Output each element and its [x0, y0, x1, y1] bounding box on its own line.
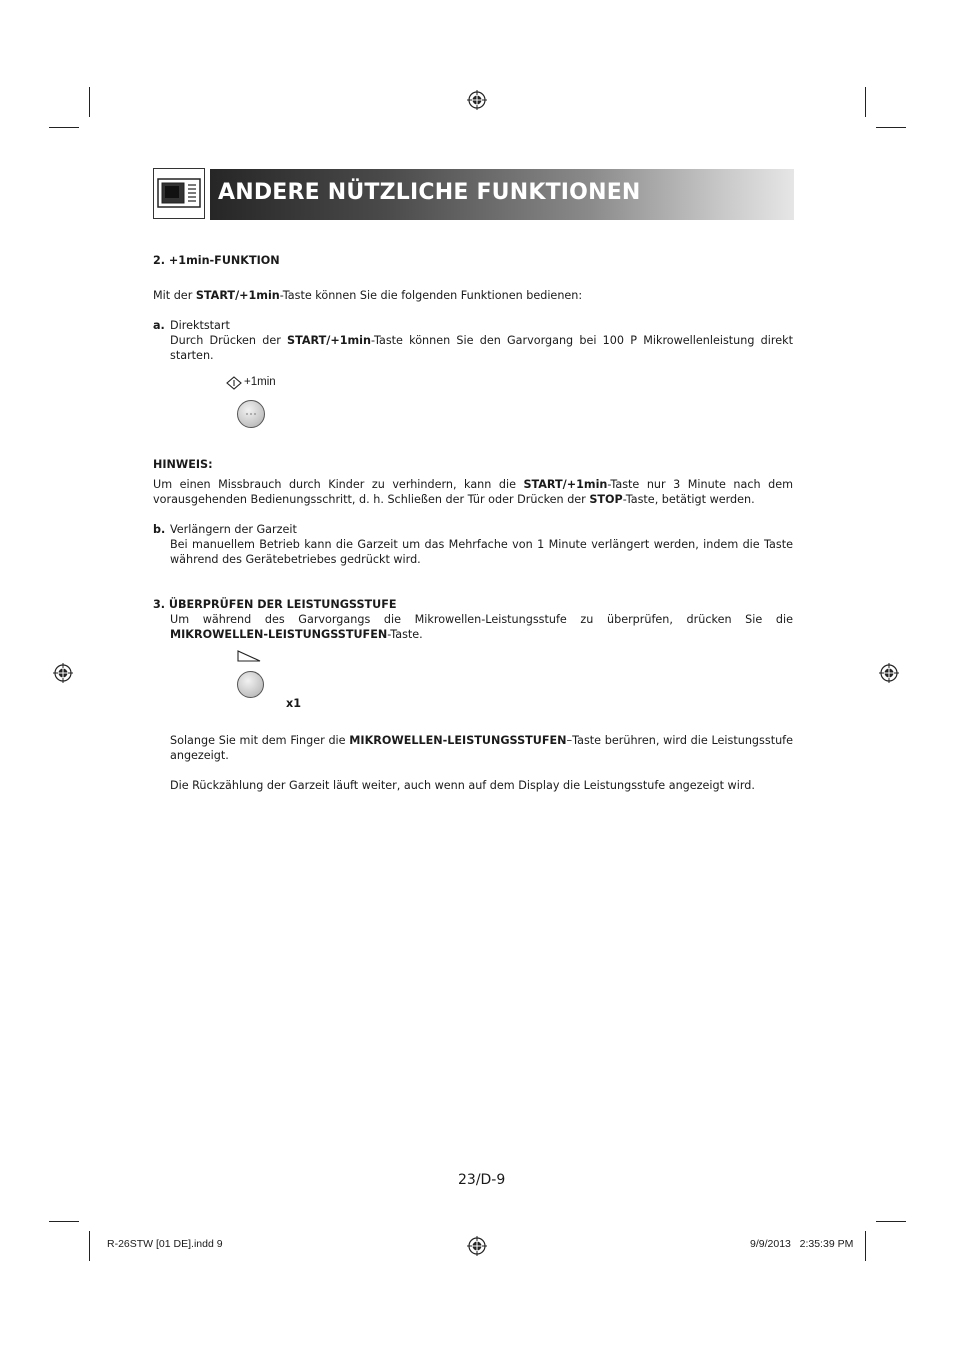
key-name: START/+1min	[523, 478, 608, 491]
text-run: -Taste nur 3 Minute nach dem vorausgehenden Bedienungsschritt, d. h. Schließen der Tür oder Drücken der	[153, 478, 793, 506]
crop-mark	[89, 1231, 90, 1261]
section-heading: 3. ÜBERPRÜFEN DER LEISTUNGSSTUFE	[153, 598, 397, 611]
text-run: Mit der	[153, 289, 196, 302]
intro-paragraph	[153, 288, 793, 303]
intro-paragraph	[170, 612, 793, 642]
crop-mark	[876, 1221, 906, 1222]
key-name: MIKROWELLEN-LEISTUNGSSTUFEN	[170, 628, 388, 641]
key-name: START/+1min	[195, 289, 280, 302]
microwave-icon	[153, 168, 205, 219]
text-run: -Taste können Sie die folgenden Funktionen bedienen:	[279, 289, 583, 302]
power-level-button[interactable]	[237, 671, 264, 698]
section-header	[153, 168, 794, 221]
note-text	[153, 477, 793, 507]
item-title: Direktstart	[170, 319, 230, 332]
list-marker: a.	[153, 319, 165, 332]
registration-mark-icon	[53, 663, 73, 683]
text-run: Durch Drücken der	[170, 334, 288, 347]
key-name: MIKROWELLEN-LEISTUNGSSTUFEN	[349, 734, 567, 747]
crop-mark	[876, 127, 906, 128]
footer-filename: R-26STW [01 DE].indd 9	[107, 1238, 223, 1250]
crop-mark	[49, 1221, 79, 1222]
page-title: ANDERE NÜTZLICHE FUNKTIONEN	[218, 180, 641, 205]
registration-mark-icon	[879, 663, 899, 683]
page-number: 23/D-9	[458, 1172, 506, 1188]
text-run: Um einen Missbrauch durch Kinder zu verhindern, kann die	[153, 478, 524, 491]
crop-mark	[865, 87, 866, 117]
press-count: x1	[286, 697, 302, 710]
paragraph: Die Rückzählung der Garzeit läuft weiter, auch wenn auf dem Display die Leistungsstufe angezeigt wird.	[170, 779, 755, 792]
item-title: Verlängern der Garzeit	[170, 523, 297, 536]
registration-mark-icon	[467, 1236, 487, 1256]
button-label: +1min	[244, 376, 276, 388]
text-run: Solange Sie mit dem Finger die	[170, 734, 350, 747]
crop-mark	[89, 87, 90, 117]
crop-mark	[49, 127, 79, 128]
text-run: –Taste berühren, wird die Leistungsstufe angezeigt.	[170, 734, 793, 762]
section-heading: 2. +1min-FUNKTION	[153, 254, 280, 267]
text-run: -Taste.	[387, 628, 423, 641]
crop-mark	[865, 1231, 866, 1261]
note-heading: HINWEIS:	[153, 458, 213, 471]
power-level-wedge-icon	[237, 650, 261, 662]
key-name: START/+1min	[287, 334, 371, 347]
start-plus-1min-button[interactable]	[237, 400, 265, 428]
text-run: Um während des Garvorgangs die Mikrowellen-Leistungsstufe zu überprüfen, drücken Sie die	[170, 613, 793, 626]
item-description: Bei manuellem Betrieb kann die Garzeit um das Mehrfache von 1 Minute verlängert werden, indem die Taste während des Gerätebetriebes gedrückt wird.	[170, 538, 793, 566]
item-description	[170, 333, 793, 363]
key-name: STOP	[589, 493, 623, 506]
paragraph	[170, 733, 793, 763]
start-diamond-icon	[225, 376, 243, 390]
registration-mark-icon	[467, 90, 487, 110]
list-marker: b.	[153, 523, 166, 536]
text-run: -Taste können Sie den Garvorgang bei 100 P Mikrowellenleistung direkt starten.	[170, 334, 793, 362]
title-bar	[210, 169, 794, 220]
footer-timestamp: 9/9/2013 2:35:39 PM	[750, 1238, 854, 1250]
text-run: -Taste, betätigt werden.	[622, 493, 755, 506]
button-dots-icon	[238, 401, 264, 427]
